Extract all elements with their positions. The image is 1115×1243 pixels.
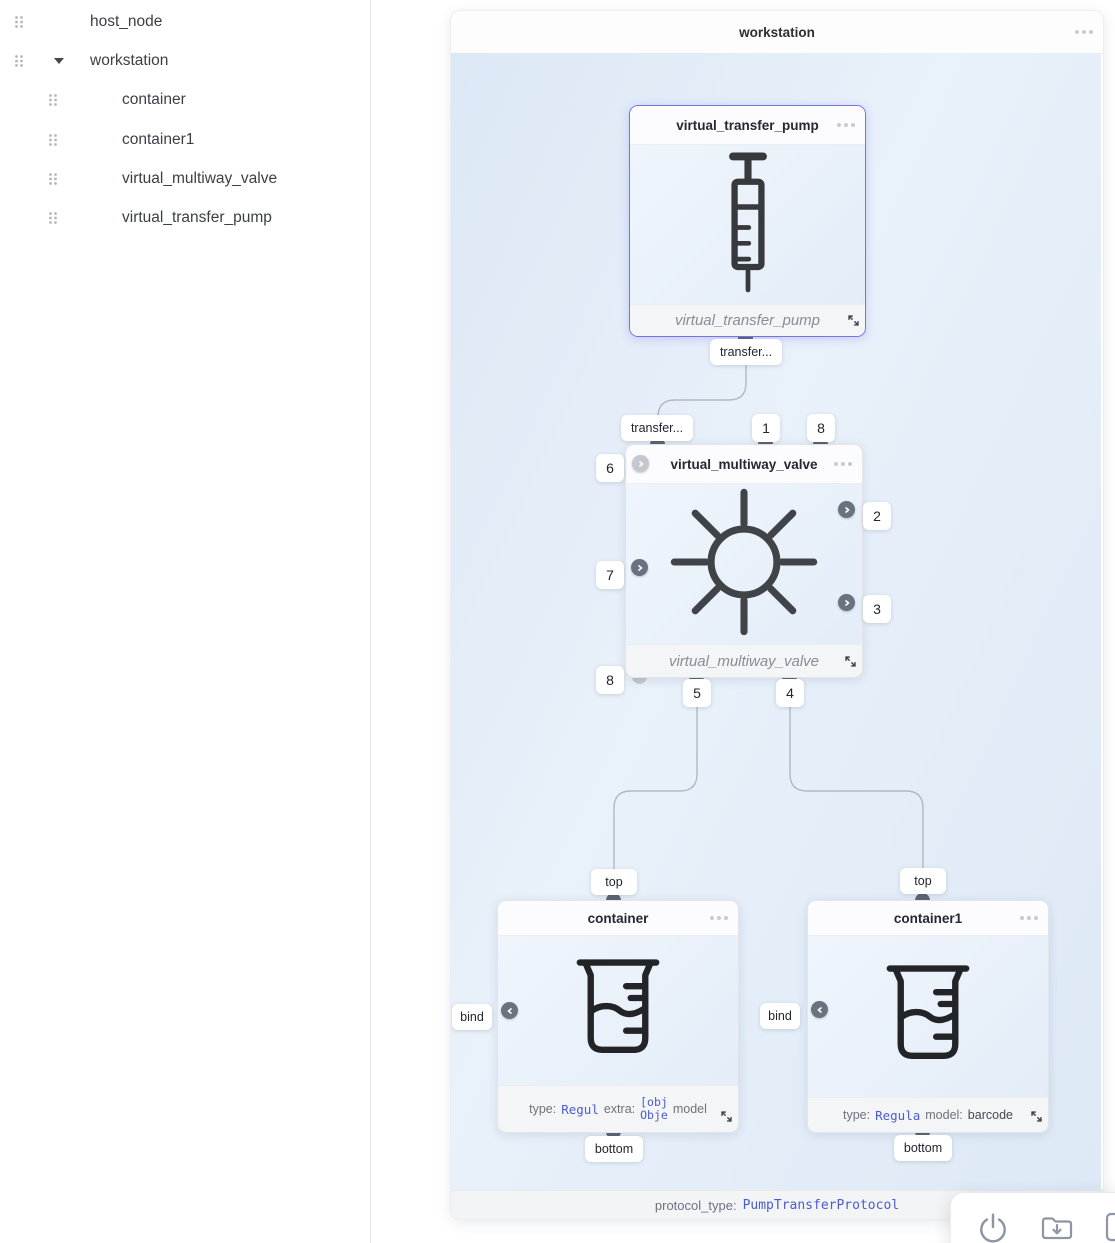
resize-diagonal-icon[interactable] xyxy=(1030,1110,1043,1128)
tree-item-label: container1 xyxy=(122,131,195,148)
port-label-top: top xyxy=(900,868,946,894)
graph-canvas[interactable] xyxy=(451,53,1101,1191)
port-label-top: top xyxy=(591,869,637,895)
port-label-6: 6 xyxy=(596,454,624,482)
folder-download-icon xyxy=(1040,1212,1074,1242)
node-title: virtual_multiway_valve xyxy=(670,456,818,472)
beaker-icon xyxy=(568,952,668,1069)
instance-name: virtual_transfer_pump xyxy=(674,312,821,329)
chevron-left-icon xyxy=(816,1006,824,1014)
sidebar-item-host-node[interactable] xyxy=(14,8,162,36)
drag-handle-icon[interactable] xyxy=(14,15,24,29)
extra-label: extra: xyxy=(603,1102,636,1116)
port-label-1: 1 xyxy=(752,414,780,442)
resize-diagonal-icon[interactable] xyxy=(847,314,860,332)
sidebar-divider xyxy=(370,0,371,1243)
panel-title: workstation xyxy=(739,24,815,40)
port-label-8-left: 8 xyxy=(596,666,624,694)
type-value: Regul xyxy=(561,1101,599,1117)
chevron-right-icon xyxy=(637,460,645,468)
valve-port-2[interactable] xyxy=(838,501,855,518)
tree-item-label: host_node xyxy=(90,13,163,30)
container1-port-bind[interactable] xyxy=(811,1001,828,1018)
port-label-3: 3 xyxy=(863,595,891,623)
port-label-2: 2 xyxy=(863,502,891,530)
chevron-right-icon xyxy=(843,599,851,607)
port-label-5: 5 xyxy=(683,679,711,707)
node-footer xyxy=(498,1085,738,1132)
instance-name: virtual_multiway_valve xyxy=(668,652,820,670)
beaker-icon xyxy=(878,958,978,1075)
node-virtual-transfer-pump[interactable] xyxy=(629,105,866,337)
syringe-icon xyxy=(719,147,777,302)
port-label-4: 4 xyxy=(776,679,804,707)
node-virtual-multiway-valve[interactable] xyxy=(625,444,863,678)
node-footer xyxy=(626,644,862,677)
node-container[interactable] xyxy=(497,900,739,1133)
type-label: type: xyxy=(529,1102,557,1116)
port-label-bind: bind xyxy=(452,1004,492,1030)
valve-port-3[interactable] xyxy=(838,594,855,611)
multiway-valve-icon xyxy=(668,486,820,643)
port-label-8: 8 xyxy=(807,414,835,442)
model-label: model: xyxy=(925,1108,963,1122)
drag-handle-icon[interactable] xyxy=(48,211,58,225)
model-label: model xyxy=(672,1102,707,1116)
node-container1[interactable] xyxy=(807,900,1049,1133)
port-label-transfer: transfer... xyxy=(710,339,782,365)
file-button[interactable] xyxy=(1099,1207,1115,1243)
file-icon xyxy=(1104,1211,1115,1243)
type-value: Regula xyxy=(875,1107,921,1123)
resize-diagonal-icon[interactable] xyxy=(844,655,857,673)
node-title: container1 xyxy=(893,910,963,926)
type-label: type: xyxy=(843,1108,871,1122)
node-body xyxy=(808,936,1048,1097)
sidebar-item-container1[interactable] xyxy=(48,126,194,154)
sidebar-item-workstation[interactable] xyxy=(14,47,168,75)
tree-item-label: virtual_multiway_valve xyxy=(122,170,278,187)
valve-port-6[interactable] xyxy=(632,455,649,472)
sidebar-item-container[interactable] xyxy=(48,86,186,114)
node-title: virtual_transfer_pump xyxy=(676,117,819,133)
node-header[interactable] xyxy=(626,445,862,484)
workstation-panel xyxy=(450,10,1104,1220)
tree-item-label: virtual_transfer_pump xyxy=(122,209,272,226)
tree-item-label: workstation xyxy=(90,52,169,69)
protocol-type-value: PumpTransferProtocol xyxy=(742,1197,900,1213)
drag-handle-icon[interactable] xyxy=(48,93,58,107)
folder-download-button[interactable] xyxy=(1037,1207,1077,1243)
port-label-7: 7 xyxy=(596,561,624,589)
container-port-bind[interactable] xyxy=(501,1002,518,1019)
chevron-right-icon xyxy=(636,564,644,572)
ellipsis-icon[interactable] xyxy=(710,916,728,920)
node-title: container xyxy=(587,910,649,926)
power-button[interactable] xyxy=(973,1207,1013,1243)
node-footer xyxy=(808,1097,1048,1132)
ellipsis-icon[interactable] xyxy=(837,123,855,127)
extra-value: [obj Obje xyxy=(640,1095,668,1122)
ellipsis-icon[interactable] xyxy=(834,462,852,466)
drag-handle-icon[interactable] xyxy=(48,172,58,186)
sidebar-item-virtual-multiway-valve[interactable] xyxy=(48,165,277,193)
ellipsis-icon[interactable] xyxy=(1020,916,1038,920)
port-label-bottom: bottom xyxy=(585,1136,643,1162)
port-label-transfer: transfer... xyxy=(621,415,693,441)
protocol-type-label: protocol_type: xyxy=(654,1197,737,1213)
node-footer xyxy=(630,304,865,336)
sidebar-item-virtual-transfer-pump[interactable] xyxy=(48,204,272,232)
ellipsis-icon[interactable] xyxy=(1075,30,1093,34)
chevron-right-icon xyxy=(843,506,851,514)
drag-handle-icon[interactable] xyxy=(48,133,58,147)
canvas-toolbar xyxy=(950,1192,1115,1243)
node-header[interactable] xyxy=(498,901,738,936)
valve-port-7[interactable] xyxy=(631,559,648,576)
tree-item-label: container xyxy=(122,91,186,108)
node-body xyxy=(630,145,865,304)
node-body xyxy=(626,484,862,644)
resize-diagonal-icon[interactable] xyxy=(720,1110,733,1128)
node-header[interactable] xyxy=(630,106,865,145)
chevron-left-icon xyxy=(506,1007,514,1015)
node-body xyxy=(498,936,738,1085)
device-tree-sidebar xyxy=(0,0,370,1243)
port-label-bind: bind xyxy=(760,1003,800,1029)
caret-down-icon[interactable] xyxy=(54,58,64,64)
workstation-panel-header xyxy=(451,11,1103,54)
port-label-bottom: bottom xyxy=(894,1135,952,1161)
node-header[interactable] xyxy=(808,901,1048,936)
power-icon xyxy=(977,1211,1009,1243)
drag-handle-icon[interactable] xyxy=(14,54,24,68)
model-value: barcode xyxy=(967,1108,1013,1122)
